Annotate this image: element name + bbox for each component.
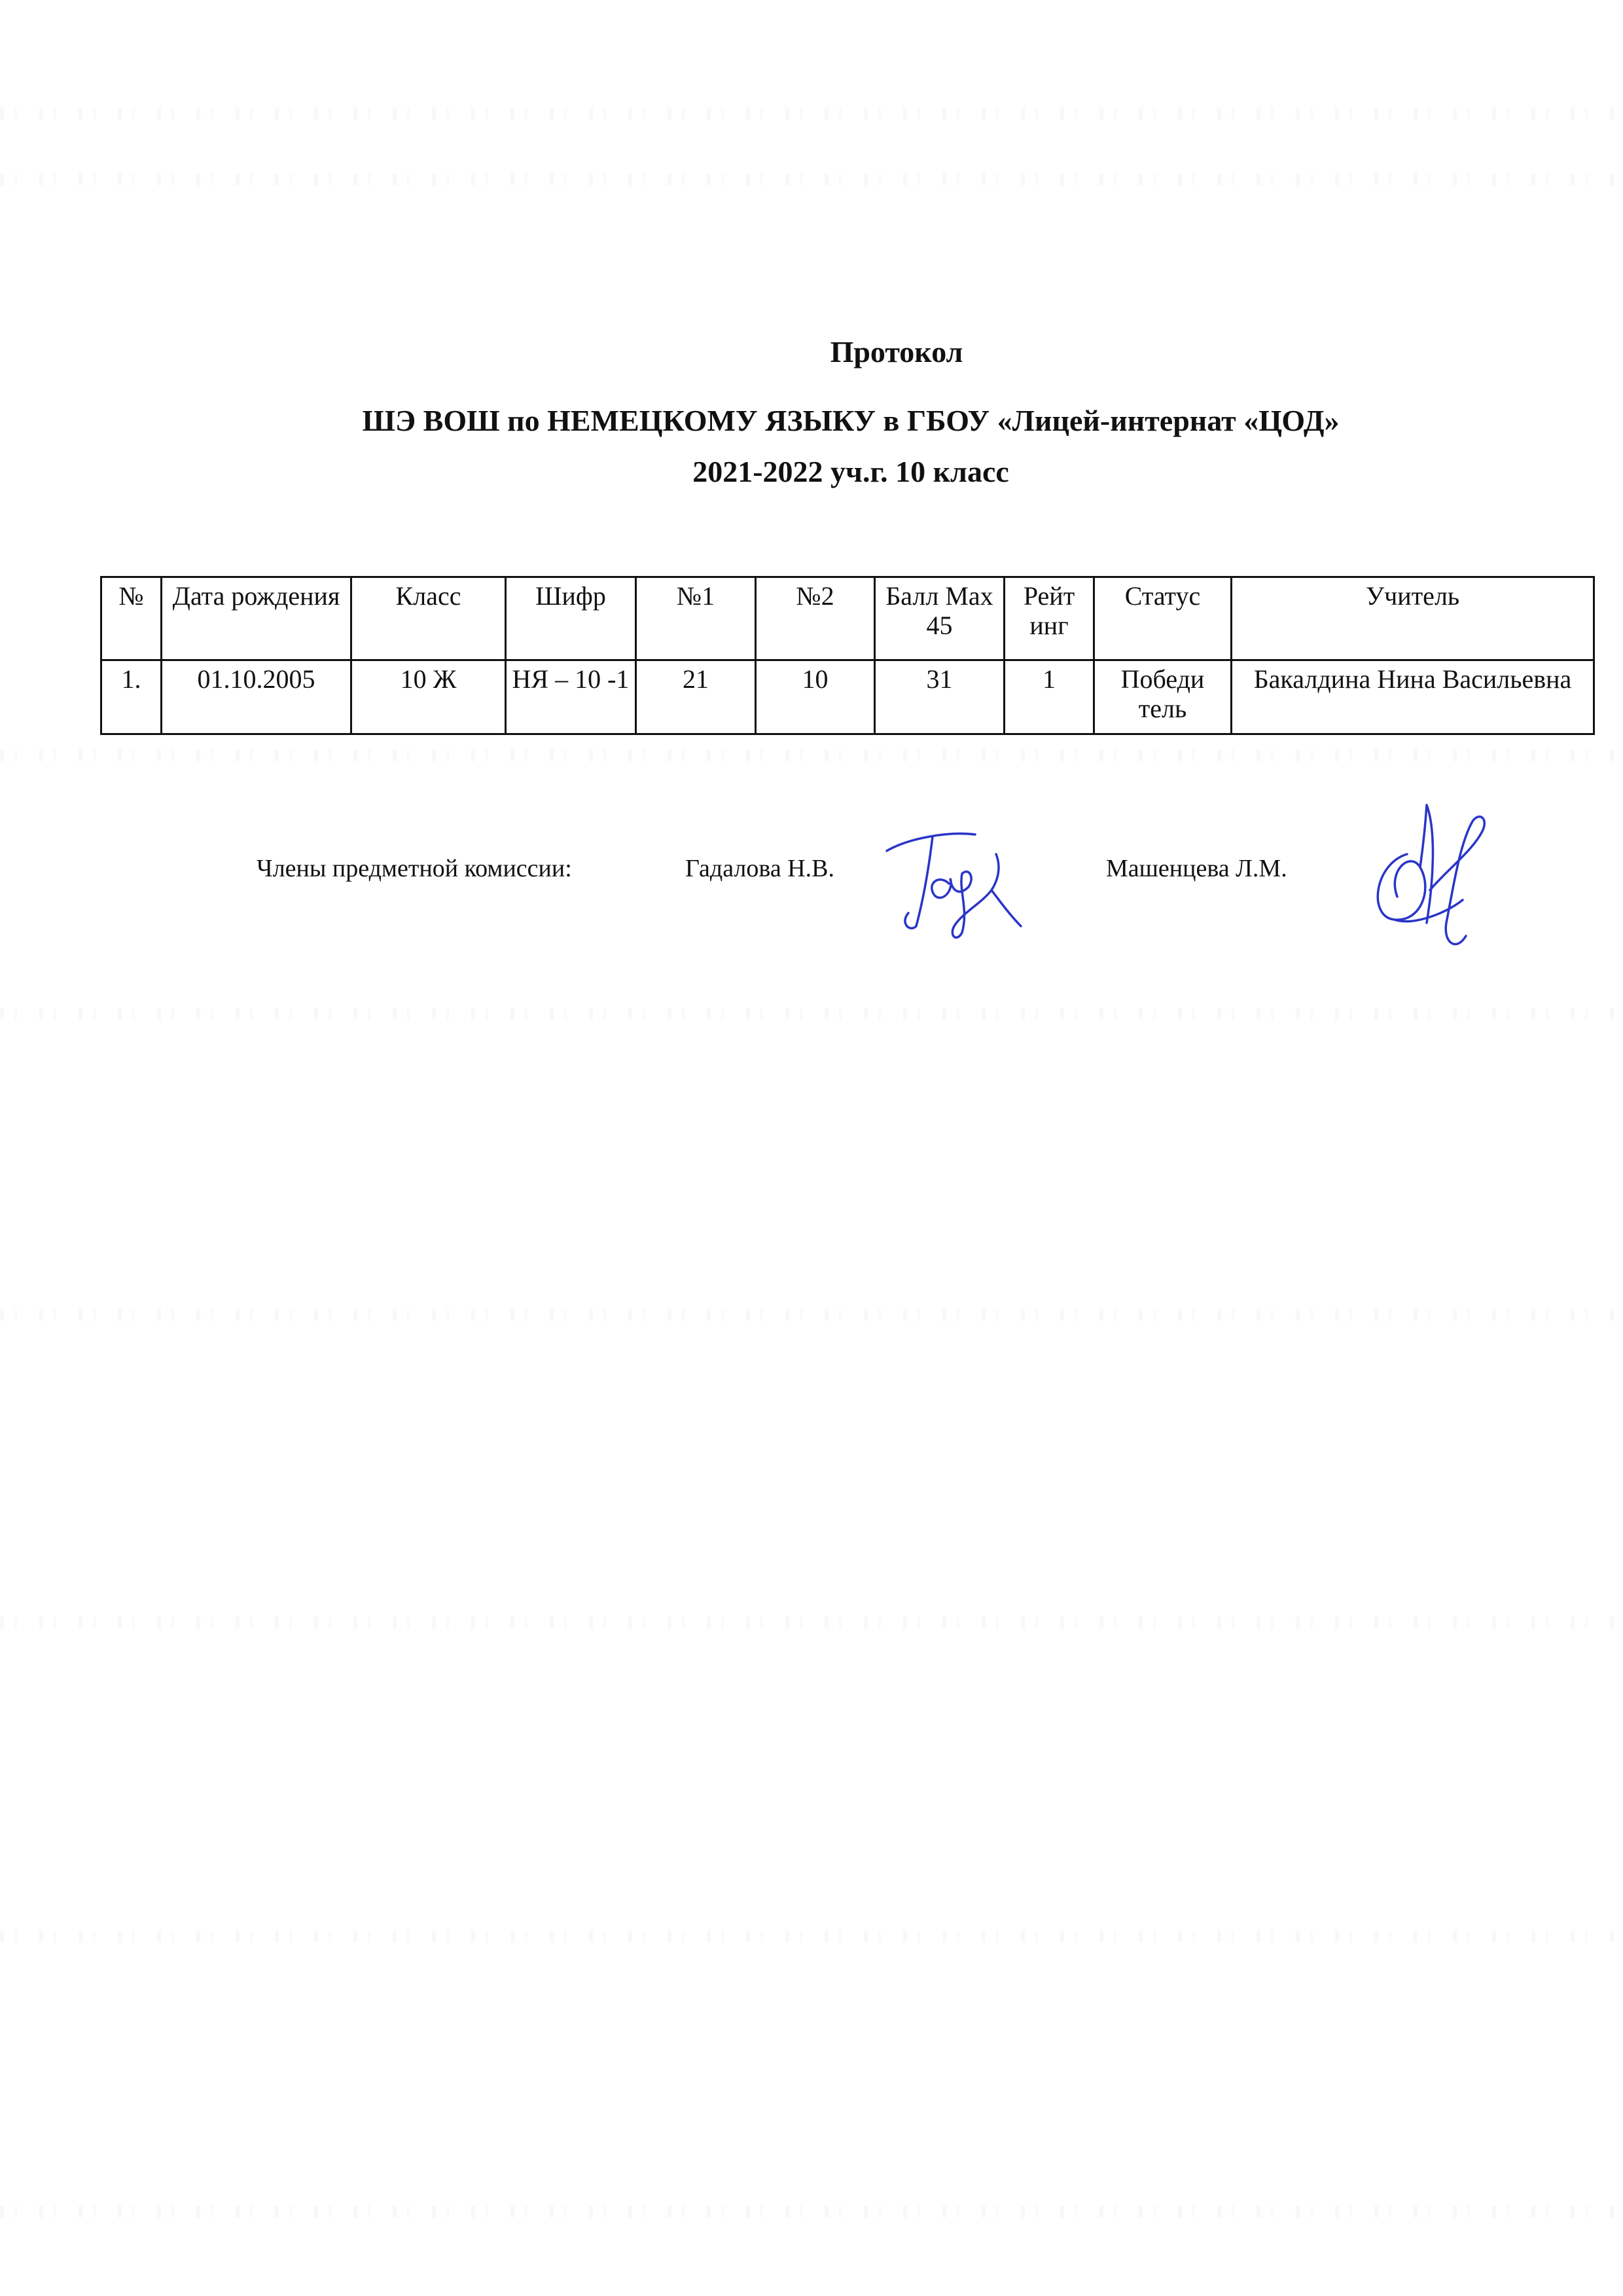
scan-noise [0,1008,1623,1020]
committee-label: Члены предметной комиссии: [257,855,572,882]
table-cell: 01.10.2005 [162,660,351,734]
table-cell: Бакалдина Нина Васильевна [1232,660,1594,734]
table-row [101,660,1594,734]
table-cell: 10 [756,660,875,734]
committee-member: Гадалова Н.В. [685,855,834,882]
document-subtitle: ШЭ ВОШ по НЕМЕЦКОМУ ЯЗЫКУ в ГБОУ «Лицей-интернат «ЦОД» [362,404,1340,437]
scan-noise [0,1617,1623,1628]
table-cell: 1. [101,660,162,734]
signature-gadalova [870,805,1054,949]
column-header: №1 [636,577,756,660]
scan-noise [0,2206,1623,2217]
table-cell: Победи тель [1094,660,1232,734]
document-title: Протокол [830,335,963,368]
column-header: Статус [1094,577,1232,660]
column-header: Класс [351,577,506,660]
column-header: №2 [756,577,875,660]
signature-mashentseva [1348,792,1505,962]
scan-noise [0,749,1623,761]
column-header: № [101,577,162,660]
table-cell: НЯ – 10 -1 [506,660,636,734]
committee-member: Машенцева Л.М. [1106,855,1287,882]
academic-year-line: 2021-2022 уч.г. 10 класс [692,455,1009,488]
table-cell: 10 Ж [351,660,506,734]
column-header: Рейт инг [1005,577,1094,660]
column-header: Дата рождения [162,577,351,660]
table-cell: 1 [1005,660,1094,734]
table-cell: 31 [875,660,1005,734]
column-header: Учитель [1232,577,1594,660]
scan-noise [0,108,1623,120]
table-header-row [101,577,1594,660]
results-table [100,576,1595,735]
table-cell: 21 [636,660,756,734]
scan-noise [0,1931,1623,1943]
scan-noise [0,173,1623,185]
scan-noise [0,1309,1623,1321]
column-header: Балл Max 45 [875,577,1005,660]
column-header: Шифр [506,577,636,660]
